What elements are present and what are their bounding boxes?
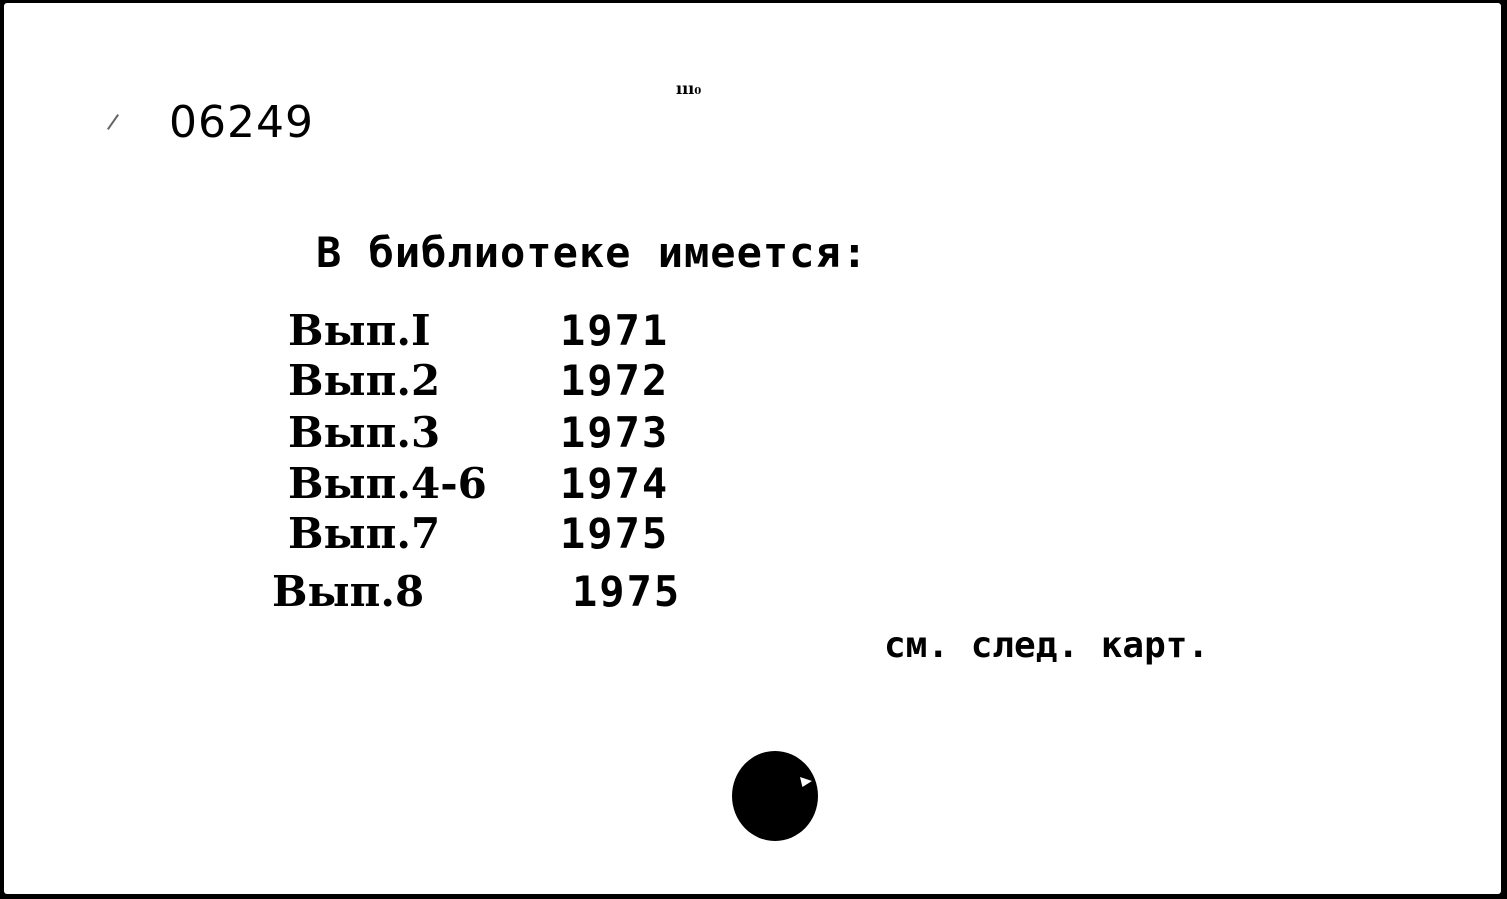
- holding-issue: Вып.8: [272, 567, 425, 616]
- holding-issue: Вып.7: [288, 509, 441, 558]
- punch-hole: [732, 751, 818, 841]
- holding-year: 1975: [572, 567, 682, 616]
- holding-issue: Вып.I: [288, 306, 431, 355]
- holding-year: 1974: [560, 459, 670, 508]
- see-next-card-note: см. след. карт.: [884, 625, 1210, 666]
- catalog-number: 06249: [169, 97, 314, 148]
- holding-year: 1972: [560, 356, 670, 405]
- catalog-card: [4, 3, 1501, 894]
- holding-year: 1975: [560, 509, 670, 558]
- holdings-heading: В библиотеке имеется:: [316, 228, 869, 277]
- holding-issue: Вып.3: [288, 408, 441, 457]
- holding-year: 1971: [560, 306, 670, 355]
- holding-issue: Вып.4-6: [288, 459, 487, 508]
- holding-year: 1973: [560, 408, 670, 457]
- holding-issue: Вып.2: [288, 356, 441, 405]
- corner-mark: ııı₀: [676, 79, 702, 98]
